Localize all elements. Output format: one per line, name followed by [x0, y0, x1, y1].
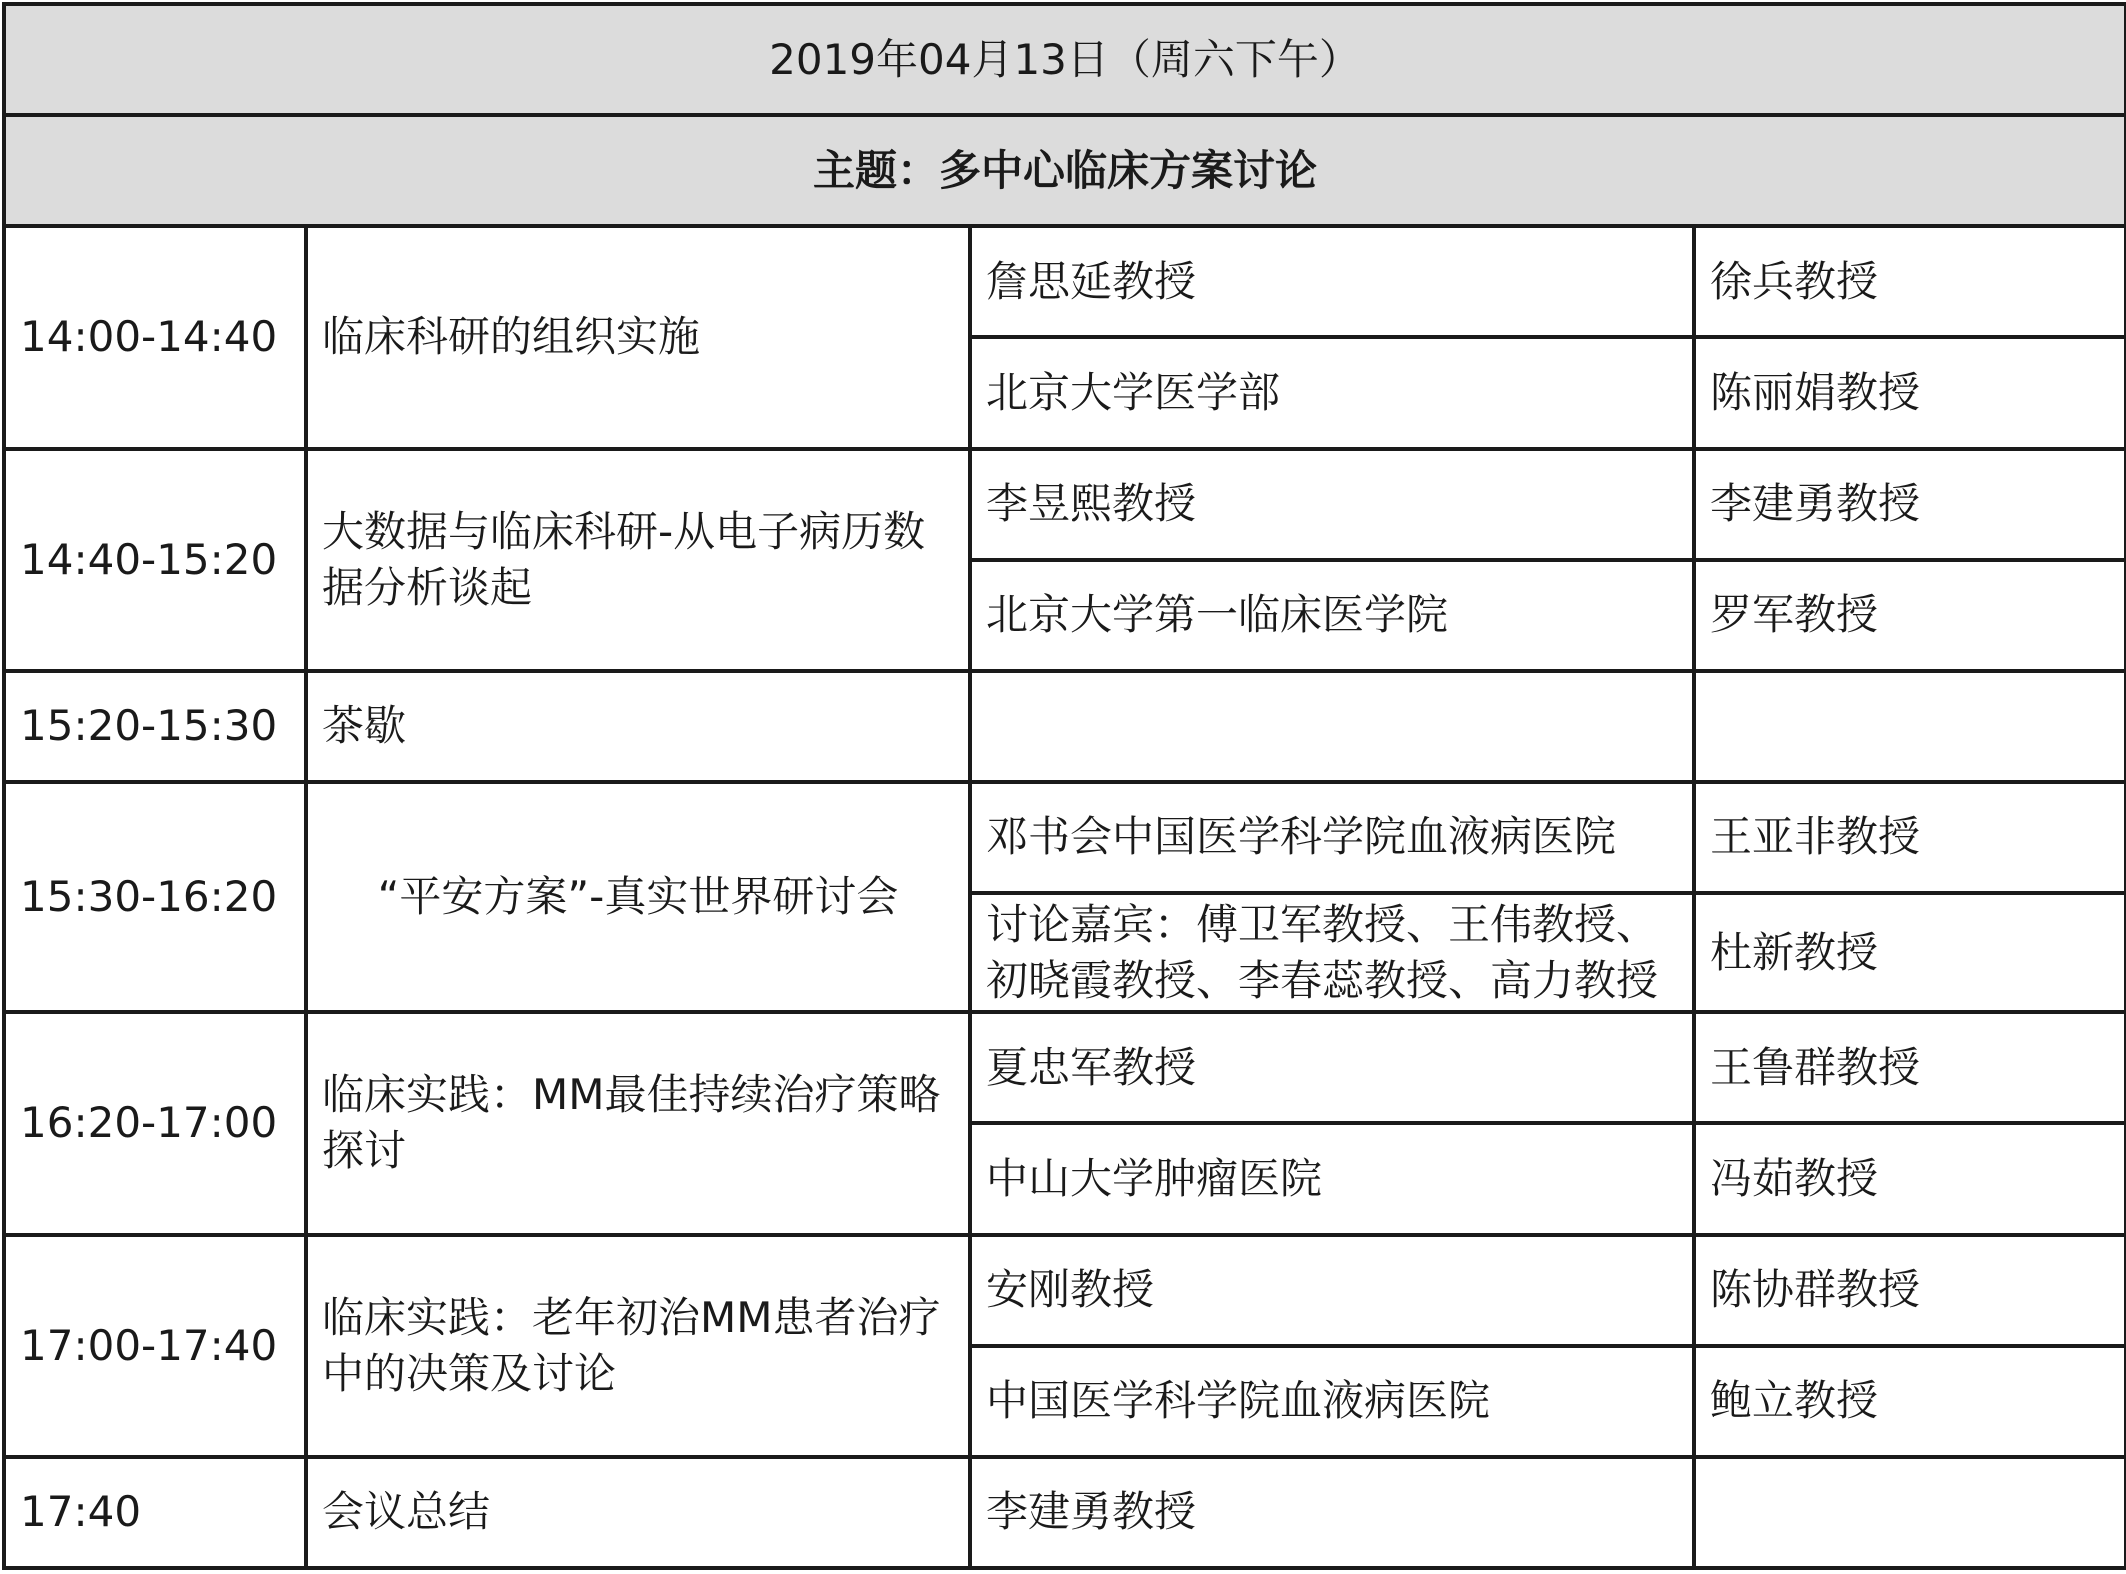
session-time: 14:40-15:20 — [4, 449, 306, 671]
session-affiliation: 北京大学第一临床医学院 — [970, 560, 1694, 671]
session-time: 17:00-17:40 — [4, 1235, 306, 1457]
session-row — [4, 782, 2126, 893]
session-speaker: 李建勇教授 — [970, 1457, 1694, 1568]
session-row — [4, 226, 2126, 337]
session-topic: 大数据与临床科研-从电子病历数据分析谈起 — [306, 449, 970, 671]
session-topic: 临床科研的组织实施 — [306, 226, 970, 448]
session-topic: 会议总结 — [306, 1457, 970, 1568]
session-time: 16:20-17:00 — [4, 1012, 306, 1234]
session-topic: 临床实践：老年初治MM患者治疗中的决策及讨论 — [306, 1235, 970, 1457]
session-chair: 冯茹教授 — [1694, 1123, 2126, 1234]
session-chair: 鲍立教授 — [1694, 1346, 2126, 1457]
session-row — [4, 1235, 2126, 1346]
empty-cell — [1694, 1457, 2126, 1568]
session-time: 17:40 — [4, 1457, 306, 1568]
session-chair: 杜新教授 — [1694, 893, 2126, 1012]
session-chair: 罗军教授 — [1694, 560, 2126, 671]
session-topic: “平安方案”-真实世界研讨会 — [306, 782, 970, 1012]
session-speaker: 李昱熙教授 — [970, 449, 1694, 560]
session-affiliation: 北京大学医学部 — [970, 337, 1694, 448]
session-topic: 临床实践：MM最佳持续治疗策略探讨 — [306, 1012, 970, 1234]
schedule-theme: 主题：多中心临床方案讨论 — [4, 115, 2126, 226]
session-affiliation: 中山大学肿瘤医院 — [970, 1123, 1694, 1234]
session-speaker: 夏忠军教授 — [970, 1012, 1694, 1123]
session-affiliation: 中国医学科学院血液病医院 — [970, 1346, 1694, 1457]
session-chair: 王亚非教授 — [1694, 782, 2126, 893]
session-time: 14:00-14:40 — [4, 226, 306, 448]
empty-cell — [1694, 671, 2126, 782]
session-chair: 陈丽娟教授 — [1694, 337, 2126, 448]
session-chair: 徐兵教授 — [1694, 226, 2126, 337]
session-time: 15:20-15:30 — [4, 671, 306, 782]
session-speaker: 詹思延教授 — [970, 226, 1694, 337]
discussion-guests: 讨论嘉宾：傅卫军教授、王伟教授、初晓霞教授、李春蕊教授、高力教授 — [970, 893, 1694, 1012]
session-chair: 王鲁群教授 — [1694, 1012, 2126, 1123]
date-row — [4, 4, 2126, 115]
schedule-date: 2019年04月13日（周六下午） — [4, 4, 2126, 115]
break-row — [4, 671, 2126, 782]
session-speaker: 安刚教授 — [970, 1235, 1694, 1346]
theme-row — [4, 115, 2126, 226]
session-row — [4, 1012, 2126, 1123]
closing-row — [4, 1457, 2126, 1568]
session-speaker: 邓书会中国医学科学院血液病医院 — [970, 782, 1694, 893]
session-time: 15:30-16:20 — [4, 782, 306, 1012]
session-row — [4, 449, 2126, 560]
empty-cell — [970, 671, 1694, 782]
session-chair: 陈协群教授 — [1694, 1235, 2126, 1346]
session-chair: 李建勇教授 — [1694, 449, 2126, 560]
session-topic: 茶歇 — [306, 671, 970, 782]
agenda-table — [2, 2, 2126, 1570]
